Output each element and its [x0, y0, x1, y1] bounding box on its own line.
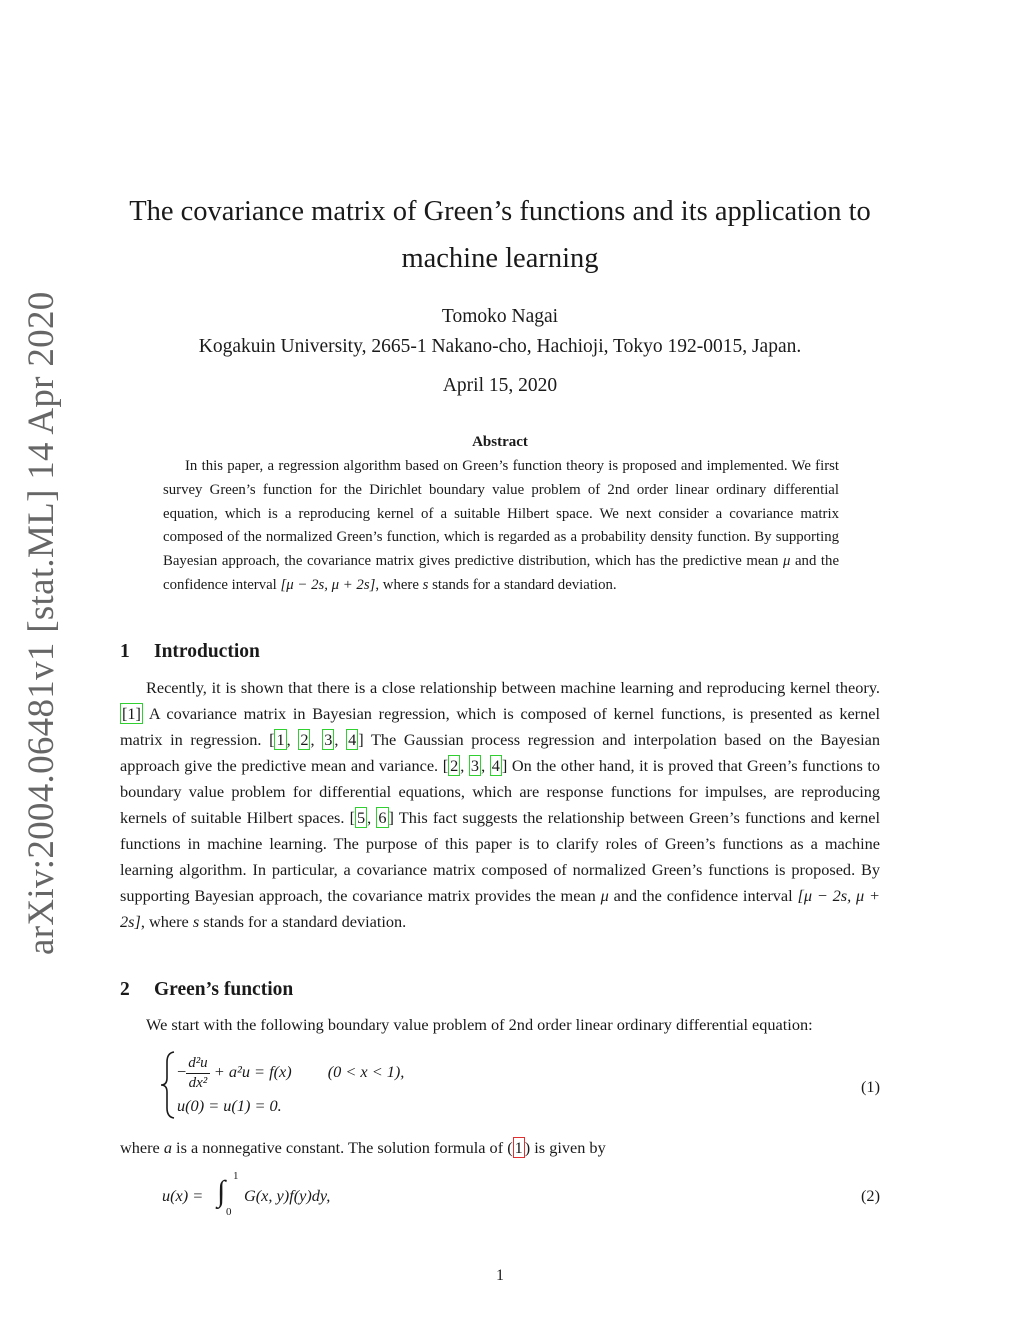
green-after-paragraph — [120, 1135, 880, 1161]
intro-text: stands for a standard deviation. — [199, 912, 407, 931]
green-text: where — [120, 1138, 164, 1157]
green-lead-paragraph: We start with the following boundary value problem of 2nd order linear ordinary differential equation: — [146, 1015, 813, 1034]
equation-2-rhs: G(x, y)f(y)dy, — [244, 1186, 331, 1205]
intro-text: and the confidence interval — [608, 886, 798, 905]
citation-link[interactable]: 3 — [324, 730, 333, 749]
citation-bracket: [ — [442, 756, 449, 775]
intro-text: , where — [140, 912, 193, 931]
citation-link[interactable]: 4 — [348, 730, 357, 749]
math-s: s — [192, 912, 200, 931]
equation-ref-link[interactable]: 1 — [514, 1138, 523, 1157]
author-affiliation: Kogakuin University, 2665-1 Nakano-cho, Hachioji, Tokyo 192-0015, Japan. — [198, 336, 802, 357]
author-block — [110, 302, 890, 362]
abstract-body — [163, 455, 839, 598]
equation-ref-bracket: ( — [507, 1138, 513, 1157]
equation-1-line-2: u(0) = u(1) = 0. — [177, 1096, 282, 1115]
citation-link[interactable]: 2 — [300, 730, 309, 749]
equation-2-label: (2) — [861, 1186, 880, 1205]
citation-bracket: [ — [269, 730, 275, 749]
equation-1-label: (1) — [861, 1077, 880, 1096]
fraction-denominator: dx² — [188, 1074, 208, 1091]
equation-ref-bracket: ) — [524, 1138, 531, 1157]
intro-text: The Gaussian process regression and interpolation based on the Bayesian approach give the predictive mean and variance. — [120, 730, 881, 775]
left-brace — [160, 1050, 176, 1120]
math-interval: [μ − 2s, μ + 2s] — [120, 886, 881, 931]
intro-text: This fact suggests the relationship between Green’s functions and kernel functions in machine learning. The purpose of this paper is to clarify roles of Green’s functions as a machine learning algorithm. In particular, a covariance matrix composed of normalized Green’s functions is proposed. By supporting Bayesian approach, the covariance matrix provides the mean — [120, 808, 881, 905]
title-line-1: The covariance matrix of Green’s functions and its application to — [129, 196, 871, 227]
citation-link[interactable]: 1 — [276, 730, 285, 749]
abstract-text: , where — [375, 576, 423, 593]
author-name: Tomoko Nagai — [441, 306, 559, 327]
equation-1-line-1 — [177, 1050, 404, 1094]
integral-sign: ∫ — [217, 1175, 226, 1208]
equation-2-lhs: u(x) = — [162, 1186, 204, 1205]
intro-text: Recently, it is shown that there is a close relationship between machine learning and reproducing kernel theory. — [146, 678, 880, 697]
citation-link[interactable]: 3 — [470, 756, 480, 775]
fraction — [186, 1054, 210, 1093]
citation-link[interactable]: [1] — [122, 704, 141, 723]
abstract-text: stands for a standard deviation. — [428, 576, 617, 593]
citation-link[interactable]: 6 — [378, 808, 387, 827]
intro-text: On the other hand, it is proved that Green’s functions to boundary value problem for differential equations, which are response functions for impulses, are reproducing kernels of suitable Hilbert spaces. — [120, 756, 881, 827]
equation-expression: + a²u = f(x) — [209, 1062, 292, 1081]
citation-bracket: ] — [501, 756, 508, 775]
integral-lower-limit: 0 — [226, 1206, 232, 1218]
math-interval: [μ − 2s, μ + 2s] — [280, 576, 376, 593]
section-number: 2 — [120, 979, 130, 1000]
introduction-paragraph: Recently, it is shown that there is a close relationship between machine learning and reproducing kernel theory.[1] A covariance matrix in Bayesian regression, which is composed of kernel functions, is presented as kernel matrix in regression. [ 1 , 2 , 3 , 4 ] The Gaussian process regression and interpolation based on the Bayesian approach give the predictive mean and variance. [ 2 , 3 , 4 ] On the other hand, it is proved that Green’s functions to boundary value problem for differential equations, which are response functions for impulses, are reproducing kernels of suitable Hilbert spaces. [ 5 , 6 ] This fact suggests the relationship between Green’s functions and kernel functions in machine learning. The purpose of this paper is to clarify roles of Green’s functions as a machine learning algorithm. In particular, a covariance matrix composed of normalized Green’s functions is proposed. By supporting Bayesian approach, the covariance matrix provides the mean μ and the confidence interval [μ − 2s, μ + 2s], where s stands for a standard deviation. — [120, 678, 881, 931]
citation-bracket: ] — [358, 730, 364, 749]
green-text: is a nonnegative constant. The solution formula of — [171, 1138, 508, 1157]
title-line-2: machine learning — [401, 243, 599, 274]
section-title: Green’s function — [154, 979, 294, 1000]
minus-sign: − — [177, 1062, 187, 1081]
citation-bracket: ] — [388, 808, 394, 827]
math-mu: μ — [782, 553, 791, 570]
section-heading-greens-function — [120, 979, 293, 1001]
math-s: s — [422, 576, 429, 593]
green-text: is given by — [530, 1138, 606, 1157]
section-title: Introduction — [154, 641, 260, 662]
section-number: 1 — [120, 641, 130, 662]
citation-link[interactable]: 5 — [357, 808, 366, 827]
paper-title — [110, 188, 890, 282]
abstract-text: In this paper, a regression algorithm based on Green’s function theory is proposed and implemented. We first survey Green’s function for the Dirichlet boundary value problem of 2nd order linear ordinary differential equation, which is a reproducing kernel of a suitable Hilbert space. We next consider a covariance matrix composed of the normalized Green’s function, which is regarded as a probability density function. By supporting Bayesian approach, the covariance matrix gives predictive distribution, which has the predictive mean — [163, 458, 839, 570]
math-a: a — [163, 1138, 172, 1157]
citation-link[interactable]: 4 — [491, 756, 500, 775]
page-number: 1 — [496, 1267, 504, 1284]
integral-upper-limit: 1 — [233, 1170, 239, 1182]
citation-link[interactable]: 2 — [450, 756, 459, 775]
citation-bracket: [ — [349, 808, 356, 827]
math-mu: μ — [600, 886, 609, 905]
abstract-text: and the confidence interval — [163, 553, 840, 593]
section-heading-introduction — [120, 641, 260, 663]
arxiv-identifier: arXiv:2004.06481v1 [stat.ML] 14 Apr 2020 — [21, 291, 62, 955]
paper-date: April 15, 2020 — [442, 375, 558, 396]
equation-domain: (0 < x < 1), — [327, 1062, 405, 1081]
fraction-numerator: d²u — [186, 1054, 210, 1074]
intro-text: A covariance matrix in Bayesian regression, which is composed of kernel functions, is presented as kernel matrix in regression. — [120, 704, 880, 749]
abstract-heading: Abstract — [472, 434, 528, 450]
